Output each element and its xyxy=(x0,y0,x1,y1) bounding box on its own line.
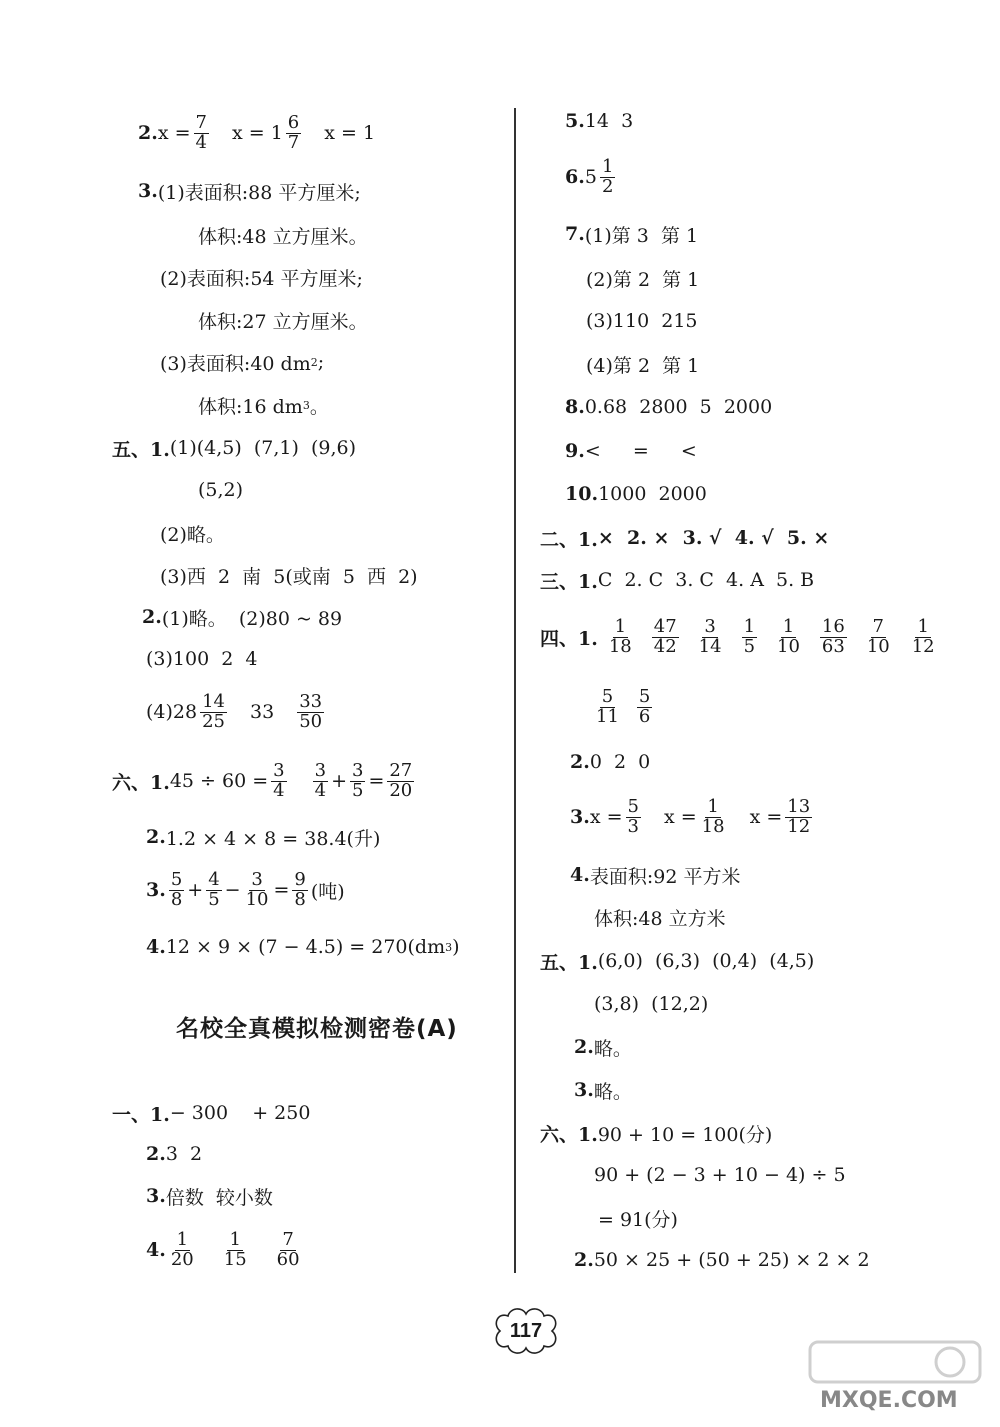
fraction: $\frac{5}{6}$ xyxy=(638,685,651,727)
answer-line xyxy=(198,473,243,507)
answer-line xyxy=(540,1116,772,1150)
answer-line xyxy=(570,795,815,837)
item-number: 2. xyxy=(146,826,166,848)
fraction: $\frac{1}{18}$ xyxy=(608,615,632,657)
section-title: 名校全真模拟检测密卷(A) xyxy=(176,1016,458,1042)
answer-line xyxy=(540,615,946,657)
item-number: 二、1. xyxy=(540,528,598,551)
answer-text: C 2. C 3. C 4. A 5. B xyxy=(597,569,815,591)
answer-text: (2)第 2 第 1 xyxy=(586,268,700,291)
answer-text: < = < xyxy=(584,440,697,462)
answer-line xyxy=(142,600,342,634)
fraction: $\frac{14}{25}$ xyxy=(202,690,225,732)
answer-line xyxy=(570,858,740,892)
item-number: 9. xyxy=(565,440,585,462)
answer-line xyxy=(586,304,698,338)
superscript: 2 xyxy=(310,355,318,369)
fraction: $\frac{1}{20}$ xyxy=(170,1228,194,1270)
answer-text: 体积:48 立方米 xyxy=(594,907,726,930)
answer-line xyxy=(565,434,697,468)
fraction: $\frac{13}{12}$ xyxy=(787,795,811,837)
answer-line xyxy=(146,820,380,854)
answer-line xyxy=(598,1201,678,1235)
answer-text: (3)110 215 xyxy=(586,310,698,332)
answer-text: (3)表面积:40 dm xyxy=(160,352,311,375)
answer-text: (4)第 2 第 1 xyxy=(586,354,700,377)
answer-text: 3 2 xyxy=(165,1143,203,1165)
item-number: 五、1. xyxy=(112,438,170,461)
item-number: 3. xyxy=(146,879,166,901)
equation-text: x = xyxy=(157,122,191,144)
fraction: $\frac{3}{4}$ xyxy=(273,759,285,801)
fraction: $\frac{5}{11}$ xyxy=(596,685,619,727)
answer-line xyxy=(146,690,327,732)
item-number: 4. xyxy=(146,936,166,958)
fraction: $\frac{4}{5}$ xyxy=(208,868,220,910)
answer-text: 33 xyxy=(250,701,275,723)
fraction: $\frac{1}{12}$ xyxy=(911,615,935,657)
answer-text: (3,8) (12,2) xyxy=(594,993,709,1015)
item-number: 3. xyxy=(146,1185,166,1207)
punctuation: 。 xyxy=(309,395,329,418)
operator: = xyxy=(368,770,385,792)
fraction: $\frac{6}{7}$ xyxy=(287,111,300,153)
answer-line xyxy=(160,516,225,550)
fraction: $\frac{1}{18}$ xyxy=(701,795,725,837)
item-number: 2. xyxy=(574,1249,594,1271)
item-number: 三、1. xyxy=(540,570,598,593)
answer-text: (1)略。 (2)80 ~ 89 xyxy=(161,607,343,630)
item-number: 3. xyxy=(138,180,158,202)
unit-text: (吨) xyxy=(310,880,345,903)
answer-line xyxy=(565,104,633,138)
fraction: $\frac{1}{15}$ xyxy=(223,1228,247,1270)
answer-line xyxy=(540,944,814,978)
item-number: 2. xyxy=(146,1143,166,1165)
answer-line xyxy=(112,1096,310,1130)
answer-line xyxy=(594,1158,846,1192)
equation-text: = 91(分) xyxy=(598,1208,678,1231)
answer-line xyxy=(586,347,699,381)
answer-text: 体积:48 立方厘米。 xyxy=(198,225,368,248)
answer-line xyxy=(565,390,772,424)
fraction: $\frac{9}{8}$ xyxy=(294,868,306,910)
answer-text: 1000 2000 xyxy=(598,483,707,505)
answer-line xyxy=(565,217,698,251)
equation-text: 50 × 25 + (50 + 25) × 2 × 2 xyxy=(593,1249,870,1271)
equation-text: 1.2 × 4 × 8 = 38.4(升) xyxy=(165,827,381,850)
answer-line xyxy=(565,477,707,511)
answer-line xyxy=(574,1073,632,1107)
answer-text: (1)第 3 第 1 xyxy=(584,224,699,247)
equation-text: 45 ÷ 60 = xyxy=(169,770,269,792)
item-number: 六、1. xyxy=(540,1123,598,1146)
operator: + xyxy=(331,770,347,792)
equation-text: x = 1 xyxy=(231,122,283,144)
answer-text: × 2. × 3. √ 4. √ 5. × xyxy=(597,527,830,549)
answer-line xyxy=(594,987,708,1021)
answer-text: (2)略。 xyxy=(160,523,225,546)
operator: = xyxy=(273,879,290,901)
item-number: 2. xyxy=(138,122,158,144)
punctuation: ) xyxy=(452,936,460,958)
answer-text: (5,2) xyxy=(198,479,244,501)
fraction: $\frac{5}{8}$ xyxy=(170,868,183,910)
fraction: $\frac{7}{10}$ xyxy=(866,615,890,657)
item-number: 3. xyxy=(574,1079,594,1101)
answer-line xyxy=(146,868,345,910)
item-number: 7. xyxy=(565,223,585,245)
answer-text: 略。 xyxy=(593,1037,632,1060)
fraction: $\frac{7}{60}$ xyxy=(276,1228,300,1270)
fraction: $\frac{47}{42}$ xyxy=(653,615,677,657)
answer-line xyxy=(112,431,356,465)
equation-text: 90 + 10 = 100(分) xyxy=(597,1123,773,1146)
superscript: 3 xyxy=(302,398,310,412)
answer-line xyxy=(540,563,814,597)
item-number: 10. xyxy=(565,483,599,505)
fraction: $\frac{1}{5}$ xyxy=(743,615,756,657)
answer-line xyxy=(570,745,650,779)
fraction: $\frac{1}{2}$ xyxy=(601,155,614,197)
equation-text: x = xyxy=(749,806,783,828)
answer-text: 5 xyxy=(584,166,597,188)
fraction: $\frac{5}{3}$ xyxy=(627,795,639,837)
answer-text: (2)表面积:54 平方厘米; xyxy=(160,267,363,290)
answer-text: (3)西 2 南 5(或南 5 西 2) xyxy=(160,565,418,588)
answer-text: (4)28 xyxy=(146,701,198,723)
answer-line xyxy=(565,155,618,197)
fraction: $\frac{3}{5}$ xyxy=(351,759,364,801)
answer-line xyxy=(586,685,660,727)
answer-text: 倍数 较小数 xyxy=(165,1186,273,1209)
answer-text: 表面积:92 平方米 xyxy=(589,865,741,888)
item-number: 五、1. xyxy=(540,951,598,974)
answer-line xyxy=(160,558,418,592)
answer-line xyxy=(160,345,324,379)
answer-text: 略。 xyxy=(593,1080,632,1103)
item-number: 8. xyxy=(565,396,585,418)
item-number: 4. xyxy=(570,864,590,886)
answer-line xyxy=(146,642,258,676)
answer-text: (6,0) (6,3) (0,4) (4,5) xyxy=(597,950,815,972)
answer-line xyxy=(540,521,829,555)
answer-text: 体积:16 dm xyxy=(198,395,303,418)
item-number: 四、1. xyxy=(540,627,598,650)
answer-text: (3)100 2 4 xyxy=(146,648,258,670)
column-divider xyxy=(514,108,516,1273)
equation-text: x = xyxy=(589,806,623,828)
answer-line xyxy=(198,218,368,252)
answer-text: (1)(4,5) (7,1) (9,6) xyxy=(169,437,357,459)
item-number: 6. xyxy=(565,166,585,188)
item-number: 一、1. xyxy=(112,1103,170,1126)
watermark-text: MXQE.COM xyxy=(820,1388,958,1413)
fraction: $\frac{27}{20}$ xyxy=(389,759,413,801)
answer-line xyxy=(146,930,460,964)
item-number: 3. xyxy=(570,806,590,828)
page-number xyxy=(488,1306,564,1356)
answer-line xyxy=(594,900,726,934)
equation-text: 12 × 9 × (7 − 4.5) = 270(dm xyxy=(165,936,446,958)
answer-text: 14 3 xyxy=(584,110,634,132)
answer-line xyxy=(586,261,699,295)
answer-line xyxy=(574,1030,632,1064)
answer-line xyxy=(146,1228,305,1270)
equation-text: 90 + (2 − 3 + 10 − 4) ÷ 5 xyxy=(594,1164,846,1186)
item-number: 4. xyxy=(146,1239,166,1261)
answer-text: 0 2 0 xyxy=(589,751,651,773)
answer-text: − 300 + 250 xyxy=(169,1102,311,1124)
equation-text: x = 1 xyxy=(324,122,376,144)
answer-line xyxy=(198,303,368,337)
superscript: 3 xyxy=(445,940,453,954)
punctuation: ; xyxy=(317,351,325,373)
answer-text: 0.68 2800 5 2000 xyxy=(584,396,773,418)
answer-line xyxy=(198,388,329,422)
answer-line xyxy=(574,1243,870,1277)
item-number: 六、1. xyxy=(112,771,170,794)
equation-text: x = xyxy=(663,806,697,828)
answer-line xyxy=(112,759,417,801)
item-number: 2. xyxy=(570,751,590,773)
fraction: $\frac{3}{4}$ xyxy=(314,759,327,801)
answer-line xyxy=(146,1137,202,1171)
answer-text: 体积:27 立方厘米。 xyxy=(198,310,368,333)
fraction: $\frac{1}{10}$ xyxy=(777,615,800,657)
fraction: $\frac{3}{10}$ xyxy=(245,868,269,910)
page-number-text: 117 xyxy=(509,1319,543,1342)
answer-line xyxy=(138,174,361,208)
operator: + xyxy=(187,879,204,901)
answer-line xyxy=(160,260,363,294)
answer-text: (1)表面积:88 平方厘米; xyxy=(157,181,361,204)
fraction: $\frac{7}{4}$ xyxy=(195,111,207,153)
item-number: 5. xyxy=(565,110,585,132)
item-number: 2. xyxy=(574,1036,594,1058)
operator: − xyxy=(224,879,241,901)
answer-line xyxy=(138,111,376,153)
fraction: $\frac{33}{50}$ xyxy=(299,690,323,732)
item-number: 2. xyxy=(142,606,162,628)
fraction: $\frac{16}{63}$ xyxy=(821,615,845,657)
fraction: $\frac{3}{14}$ xyxy=(698,615,722,657)
answer-line xyxy=(146,1179,273,1213)
